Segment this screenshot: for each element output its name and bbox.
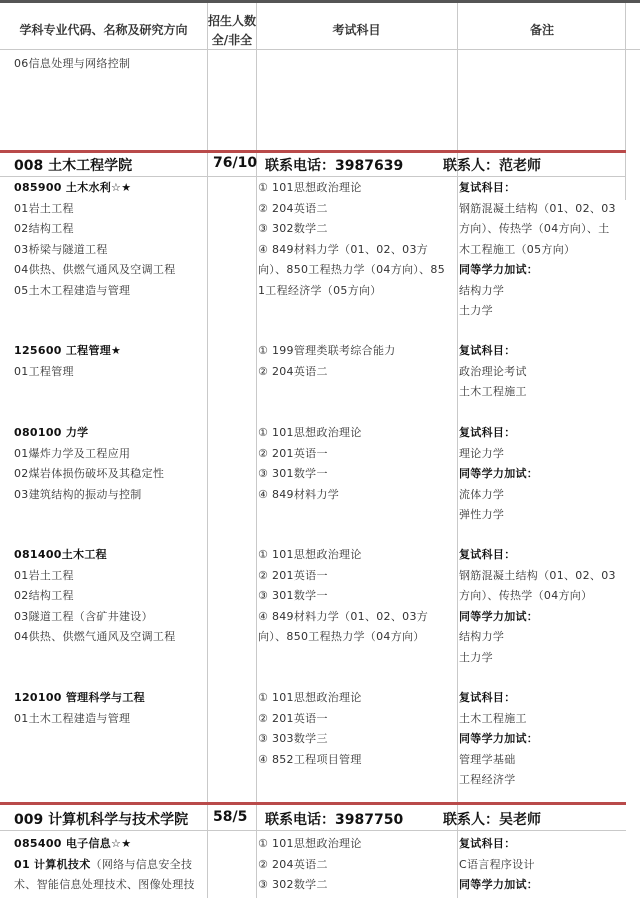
exam-subject: ④ 849材料力学（01、02、03方: [258, 609, 429, 623]
note-item: 理论力学: [459, 446, 505, 460]
note-heading: 同等学力加试：: [459, 467, 539, 480]
header-col-quota-l2: 全/非全: [211, 33, 253, 47]
exam-subject: ① 101思想政治理论: [258, 181, 362, 194]
note-item: 土木工程施工: [459, 385, 527, 398]
research-direction: 01土木工程建造与管理: [14, 711, 131, 725]
section-title: 009 计算机科学与技术学院: [14, 812, 189, 828]
research-direction: 01岩土工程: [14, 568, 74, 582]
note-heading: 同等学力加试：: [459, 609, 539, 623]
note-item: 政治理论考试: [459, 364, 527, 378]
exam-subject: 1工程经济学（05方向）: [258, 283, 382, 297]
note-item: 工程经济学: [459, 773, 516, 786]
section-divider-bottom: [0, 830, 626, 831]
note-heading: 复试科目：: [459, 837, 516, 850]
top-border: [0, 0, 640, 3]
exam-subject: ③ 303数学三: [258, 732, 328, 745]
research-direction: [14, 856, 192, 872]
exam-subject: ① 101思想政治理论: [258, 426, 362, 439]
table-header: [0, 6, 640, 50]
exam-subject: ② 204英语二: [258, 364, 328, 378]
note-item: 土力学: [459, 650, 493, 664]
program-title: 085900 土木水利☆★: [14, 181, 132, 194]
exam-subject: ④ 849材料力学（01、02、03方: [258, 242, 429, 256]
research-direction: 05土木工程建造与管理: [14, 283, 131, 297]
note-heading: 同等学力加试：: [459, 878, 539, 891]
note-heading: 复试科目：: [459, 691, 516, 704]
note-item: 方向）、传热学（04方向）、土: [459, 222, 610, 235]
exam-subject: ① 101思想政治理论: [258, 691, 362, 704]
research-direction: 02结构工程: [14, 222, 74, 235]
column-divider-2: [256, 0, 257, 898]
note-item: 木工程施工（05方向）: [459, 242, 576, 256]
header-col-major: 学科专业代码、名称及研究方向: [19, 23, 188, 37]
research-direction: 02结构工程: [14, 589, 74, 602]
note-item: 钢筋混凝土结构（01、02、03: [459, 201, 616, 215]
exam-subject: ③ 301数学一: [258, 589, 328, 602]
exam-subject: 向）、850工程热力学（04方向）、85: [258, 263, 445, 276]
direction-name: 01 计算机技术: [14, 857, 91, 871]
note-item: C语言程序设计: [459, 857, 535, 871]
section-phone: 联系电话：3987639: [265, 158, 404, 174]
program-title: 120100 管理科学与工程: [14, 691, 145, 704]
section-divider-bottom: [0, 176, 626, 177]
exam-subject: ③ 302数学二: [258, 878, 328, 891]
research-direction: 02煤岩体损伤破坏及其稳定性: [14, 467, 165, 480]
exam-subject: ③ 301数学一: [258, 467, 328, 480]
exam-subject: ④ 852工程项目管理: [258, 752, 362, 766]
section-phone: 联系电话：3987750: [265, 812, 404, 828]
research-direction: [14, 876, 195, 892]
note-heading: 复试科目：: [459, 344, 516, 357]
program-title: 080100 力学: [14, 426, 89, 439]
note-heading: 复试科目：: [459, 548, 516, 561]
exam-subject: ④ 849材料力学: [258, 487, 340, 501]
exam-subject: ② 204英语二: [258, 857, 328, 871]
research-direction: 04供热、供燃气通风及空调工程: [14, 630, 176, 643]
note-heading: 复试科目：: [459, 181, 516, 194]
section-quota: 76/10: [213, 155, 258, 171]
direction-detail: 术、智能信息处理技术、图像处理技: [14, 878, 195, 891]
note-item: 结构力学: [459, 283, 505, 297]
column-divider-1: [207, 0, 208, 898]
note-heading: 复试科目：: [459, 426, 516, 439]
column-divider-3: [457, 0, 458, 898]
top-row-direction: 06信息处理与网络控制: [14, 57, 131, 70]
exam-subject: ② 201英语一: [258, 568, 328, 582]
program-title: 085400 电子信息☆★: [14, 837, 132, 850]
note-heading: 同等学力加试：: [459, 732, 539, 745]
section-contact: 联系人：吴老师: [443, 812, 541, 828]
note-item: 土力学: [459, 304, 493, 317]
exam-subject: ① 101思想政治理论: [258, 837, 362, 850]
section-title: 008 土木工程学院: [14, 158, 133, 174]
note-item: 管理学基础: [459, 752, 516, 766]
section-header-008: [0, 152, 626, 176]
section-contact: 联系人：范老师: [443, 158, 541, 174]
note-item: 土木工程施工: [459, 711, 527, 725]
header-col-quota-l1: 招生人数: [207, 14, 256, 28]
section-divider: [0, 802, 626, 805]
note-heading: 同等学力加试：: [459, 263, 539, 276]
exam-subject: ① 199管理类联考综合能力: [258, 344, 396, 357]
program-title: 081400土木工程: [14, 548, 107, 561]
research-direction: 01工程管理: [14, 364, 74, 378]
exam-subject: 向）、850工程热力学（04方向）: [258, 630, 425, 643]
note-item: 流体力学: [459, 487, 505, 501]
research-direction: 01岩土工程: [14, 201, 74, 215]
note-item: 结构力学: [459, 630, 505, 643]
exam-subject: ② 204英语二: [258, 201, 328, 215]
header-col-exam: 考试科目: [332, 23, 381, 37]
program-title: 125600 工程管理★: [14, 344, 122, 357]
note-item: 方向）、传热学（04方向）: [459, 589, 593, 602]
research-direction: 04供热、供燃气通风及空调工程: [14, 263, 176, 276]
exam-subject: ② 201英语一: [258, 711, 328, 725]
note-item: 钢筋混凝土结构（01、02、03: [459, 568, 616, 582]
exam-subject: ③ 302数学二: [258, 222, 328, 235]
section-header-009: [0, 806, 626, 830]
exam-subject: ① 101思想政治理论: [258, 548, 362, 561]
research-direction: 03建筑结构的振动与控制: [14, 487, 142, 501]
exam-subject: ② 201英语一: [258, 446, 328, 460]
direction-detail: （网络与信息安全技: [90, 857, 193, 871]
research-direction: 03桥梁与隧道工程: [14, 242, 108, 256]
header-col-notes: 备注: [529, 23, 554, 37]
section-quota: 58/5: [213, 809, 248, 825]
research-direction: 01爆炸力学及工程应用: [14, 446, 131, 460]
research-direction: 03隧道工程（含矿井建设）: [14, 609, 153, 623]
note-item: 弹性力学: [459, 508, 505, 521]
